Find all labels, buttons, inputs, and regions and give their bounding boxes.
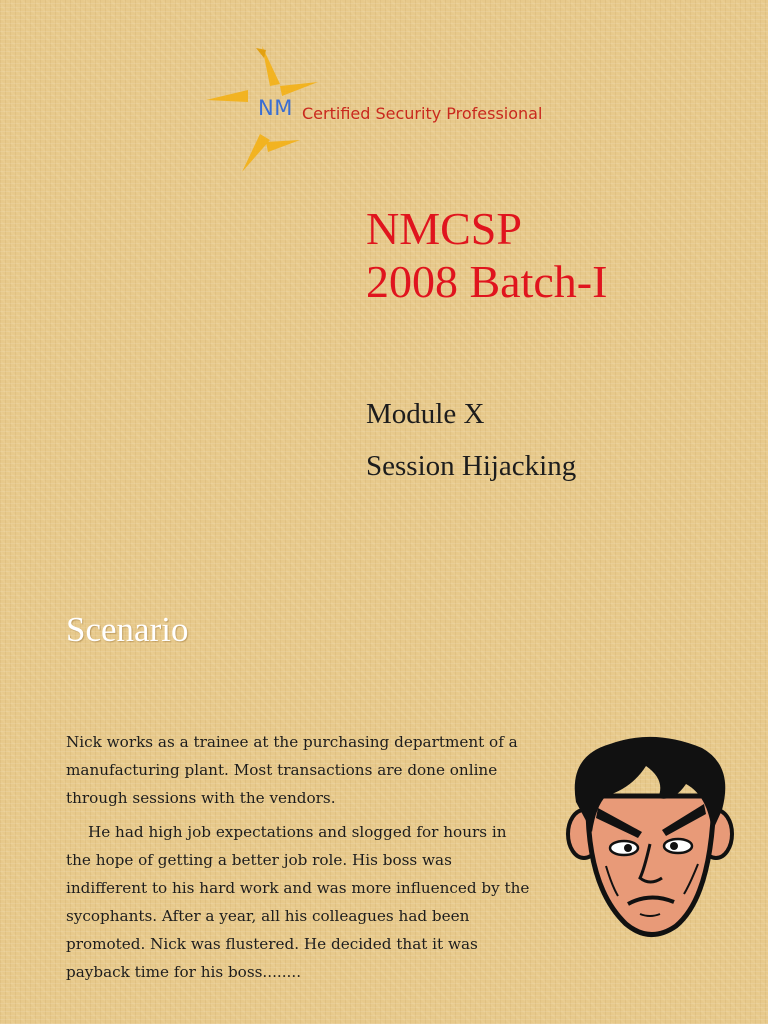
- angry-man-illustration: [562, 736, 738, 942]
- batch-title: 2008 Batch-I: [366, 256, 608, 307]
- module-label: Module X: [366, 398, 485, 430]
- course-title: NMCSP: [366, 203, 522, 254]
- logo-tagline: Certified Security Professional: [302, 104, 543, 123]
- nm-logo: [200, 40, 580, 180]
- scenario-heading: Scenario: [66, 610, 189, 649]
- angry-face-icon: [562, 736, 738, 942]
- scenario-paragraph-1: Nick works as a trainee at the purchasing department of a manufacturing plant. Most transactions are done online through sessions with the vendors.: [66, 733, 518, 807]
- scenario-slide: [0, 512, 768, 1024]
- topic-label: Session Hijacking: [366, 450, 577, 482]
- scenario-paragraph-2: He had high job expectations and slogged for hours in the hope of getting a better job role. His boss was indifferent to his hard work and was more influenced by the sycophants. After a year, all his colleagues had been promoted. Nick was flustered. He decided that it was payback time for his boss........: [66, 823, 530, 981]
- logo-initials: NM: [258, 96, 293, 120]
